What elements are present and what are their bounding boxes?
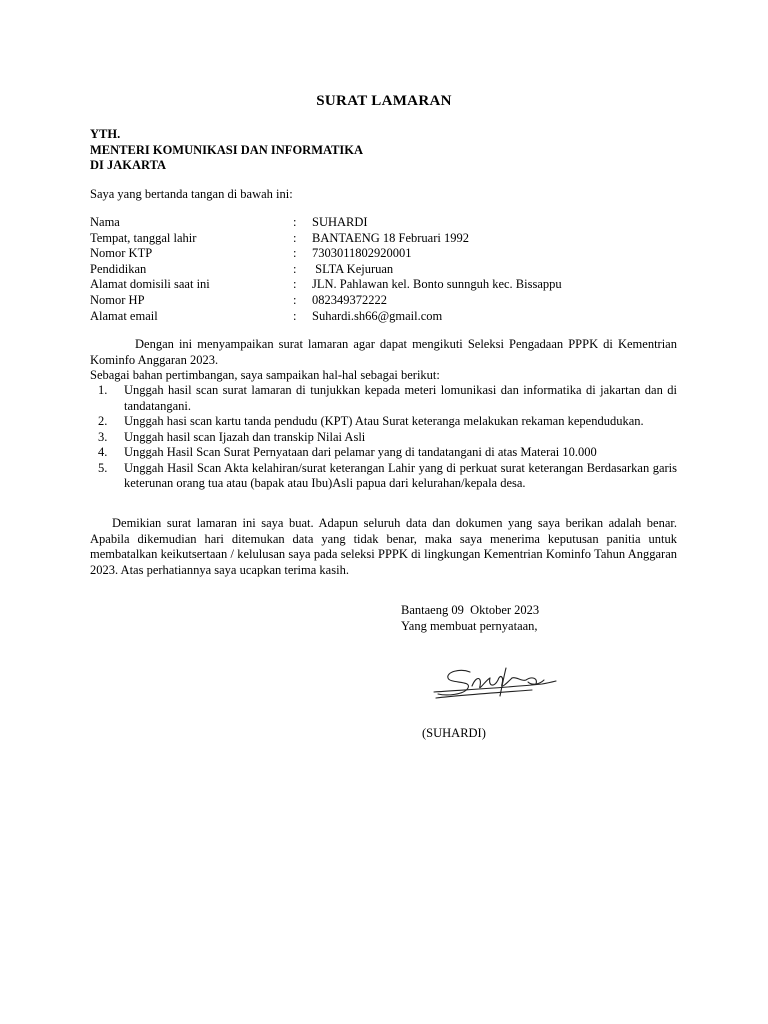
list-number: 4. bbox=[98, 445, 108, 459]
identity-value: JLN. Pahlawan kel. Bonto sunnguh kec. Bissappu bbox=[312, 277, 562, 292]
identity-label: Tempat, tanggal lahir bbox=[90, 230, 197, 245]
identity-separator: : bbox=[293, 277, 297, 292]
maker-label: Yang membuat pernyataan, bbox=[401, 618, 538, 633]
opening-paragraph: Dengan ini menyampaikan surat lamaran agar dapat mengikuti Seleksi Pengadaan PPPK di Kementrian Kominfo Anggaran 2023. bbox=[90, 337, 677, 367]
identity-row bbox=[90, 215, 680, 231]
signer-name: (SUHARDI) bbox=[422, 726, 486, 740]
identity-value: Suhardi.sh66@gmail.com bbox=[312, 308, 443, 323]
intro-text: Saya yang bertanda tangan di bawah ini: bbox=[90, 187, 293, 201]
identity-row bbox=[90, 309, 680, 325]
identity-label: Alamat domisili saat ini bbox=[90, 277, 210, 292]
addressee-block bbox=[90, 127, 363, 174]
list-item-text: Unggah hasil scan surat lamaran di tunjukkan kepada meteri lomunikasi dan informatika di jakartan dan di tandatangani. bbox=[124, 383, 677, 413]
identity-row bbox=[90, 293, 680, 309]
identity-table bbox=[90, 215, 680, 324]
identity-value: 7303011802920001 bbox=[312, 246, 412, 261]
identity-separator: : bbox=[293, 230, 297, 245]
addressee-line: YTH. bbox=[90, 127, 121, 141]
identity-separator: : bbox=[293, 215, 297, 229]
list-item-text: Unggah hasi scan kartu tanda pendudu (KPT) Atau Surat keteranga melakukan rekaman kependudukan. bbox=[124, 414, 644, 428]
identity-separator: : bbox=[293, 246, 297, 261]
list-item bbox=[90, 445, 677, 461]
identity-label: Nama bbox=[90, 215, 120, 229]
closing-paragraph: Demikian surat lamaran ini saya buat. Adapun seluruh data dan dokumen yang saya berikan adalah benar. Apabila dikemudian hari ditemukan data yang tidak benar, maka saya menerima keputusan panitia untuk membatalkan keikutsertaan / kelulusan saya pada seleksi PPPK di lingkungan Kementrian Kominfo Tahun Anggaran 2023. Atas perhatiannya saya ucapkan terima kasih. bbox=[90, 516, 677, 577]
list-item-text: Unggah hasil scan Ijazah dan transkip Nilai Asli bbox=[124, 429, 366, 444]
list-number: 3. bbox=[98, 429, 108, 444]
addressee-line: MENTERI KOMUNIKASI DAN INFORMATIKA bbox=[90, 142, 364, 157]
identity-row bbox=[90, 231, 680, 247]
letter-title: SURAT LAMARAN bbox=[316, 93, 452, 109]
consideration-intro: Sebagai bahan pertimbangan, saya sampaikan hal-hal sebagai berikut: bbox=[90, 368, 440, 382]
list-number: 1. bbox=[98, 383, 108, 397]
identity-value: SLTA Kejuruan bbox=[312, 261, 394, 276]
identity-value: 082349372222 bbox=[312, 292, 387, 307]
place-date: Bantaeng 09 Oktober 2023 bbox=[401, 603, 540, 617]
identity-value: SUHARDI bbox=[312, 215, 368, 229]
identity-label: Pendidikan bbox=[90, 261, 147, 276]
identity-separator: : bbox=[293, 292, 297, 307]
list-item bbox=[90, 383, 677, 414]
signature-block bbox=[401, 603, 539, 634]
list-number: 5. bbox=[98, 460, 108, 475]
list-item-text: Unggah Hasil Scan Surat Pernyataan dari pelamar yang di tandatangani di atas Materai 10.000 bbox=[124, 445, 597, 459]
list-number: 2. bbox=[98, 414, 108, 428]
addressee-line: DI JAKARTA bbox=[90, 158, 167, 172]
identity-row bbox=[90, 246, 680, 262]
handwritten-signature bbox=[432, 662, 560, 706]
identity-label: Nomor KTP bbox=[90, 246, 153, 261]
list-item bbox=[90, 461, 677, 492]
requirements-list bbox=[90, 383, 677, 492]
identity-row bbox=[90, 262, 680, 278]
identity-label: Nomor HP bbox=[90, 292, 145, 307]
list-item bbox=[90, 430, 677, 446]
identity-label: Alamat email bbox=[90, 308, 158, 323]
identity-separator: : bbox=[293, 308, 297, 323]
identity-separator: : bbox=[293, 261, 297, 276]
identity-value: BANTAENG 18 Februari 1992 bbox=[312, 230, 469, 245]
identity-row bbox=[90, 277, 680, 293]
list-item-text: Unggah Hasil Scan Akta kelahiran/surat keterangan Lahir yang di perkuat surat keterangan Berdasarkan garis keterunan orang tua atau (bapak atau Ibu)Asli papua dari kelurahan/kepala desa. bbox=[124, 460, 677, 490]
list-item bbox=[90, 414, 677, 430]
